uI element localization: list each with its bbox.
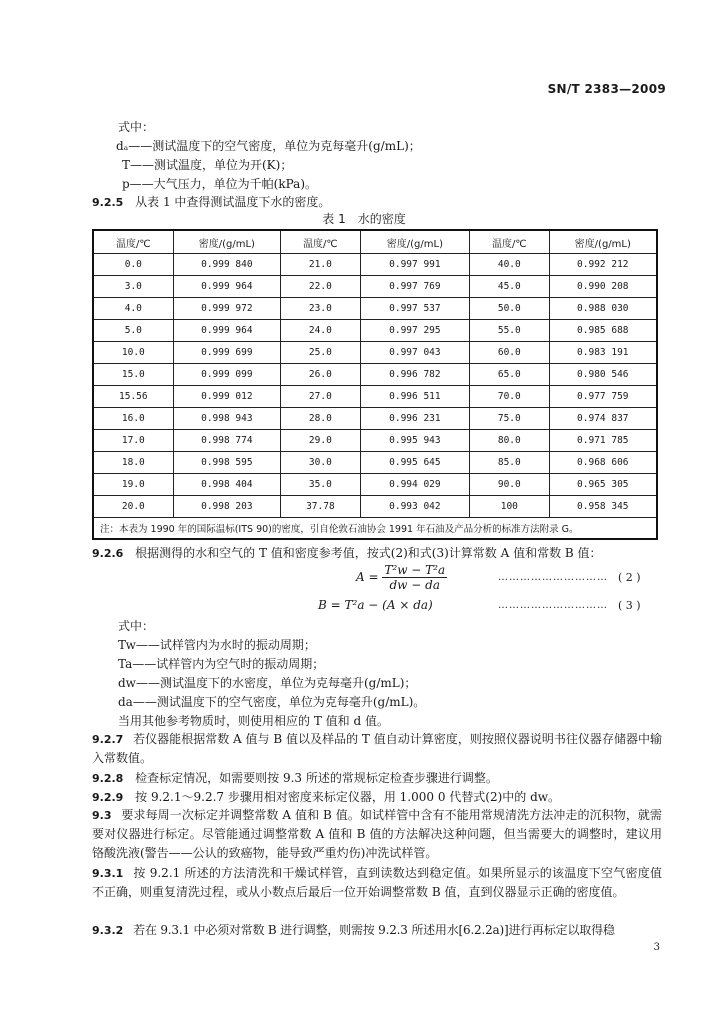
water-density-table — [92, 229, 658, 540]
table-cell: 0.998 943 — [173, 408, 280, 430]
table-row — [93, 254, 657, 276]
table-row — [93, 386, 657, 408]
table-cell: 0.999 012 — [173, 386, 280, 408]
table-cell: 50.0 — [470, 298, 550, 320]
equation-lhs: B = — [318, 598, 341, 612]
table-cell: 0.999 840 — [173, 254, 280, 276]
table-cell: 19.0 — [93, 474, 173, 496]
table-cell: 80.0 — [470, 430, 550, 452]
table-title: 表 1 水的密度 — [322, 212, 406, 226]
table-cell: 0.980 546 — [549, 364, 657, 386]
equation-label: ( 3 ) — [618, 599, 641, 612]
equation-3 — [318, 598, 433, 612]
clause-text: 按 9.2.1 所述的方法清洗和干燥试样管，直到读数达到稳定值。如果所显示的该温度下空气密度值不正确，则重复清洗过程，或从小数点后最后一位开始调整常数 B 值，直到仪器显示正确的密度值。 — [92, 866, 662, 899]
table-cell: 15.0 — [93, 364, 173, 386]
table-cell: 37.78 — [281, 496, 361, 518]
table-cell: 3.0 — [93, 276, 173, 298]
table-cell: 0.968 606 — [549, 452, 657, 474]
table-row — [93, 276, 657, 298]
table-cell: 0.997 769 — [360, 276, 469, 298]
column-header: 密度/(g/mL) — [173, 230, 280, 254]
equation-lhs: A = — [356, 570, 379, 584]
table-cell: 0.999 099 — [173, 364, 280, 386]
column-header: 密度/(g/mL) — [549, 230, 657, 254]
table-note-row — [93, 518, 657, 540]
table-cell: 0.983 191 — [549, 342, 657, 364]
table-cell: 100 — [470, 496, 550, 518]
table-row — [93, 320, 657, 342]
table-cell: 5.0 — [93, 320, 173, 342]
table-cell: 10.0 — [93, 342, 173, 364]
table-cell: 0.996 511 — [360, 386, 469, 408]
table-cell: 24.0 — [281, 320, 361, 342]
table-cell: 45.0 — [470, 276, 550, 298]
table-cell: 0.997 991 — [360, 254, 469, 276]
table-cell: 0.997 043 — [360, 342, 469, 364]
clause-number: 9.2.7 — [92, 733, 124, 746]
table-row — [93, 496, 657, 518]
table-cell: 0.997 537 — [360, 298, 469, 320]
table-row — [93, 430, 657, 452]
table-cell: 0.977 759 — [549, 386, 657, 408]
table-cell: 75.0 — [470, 408, 550, 430]
clause-text: 按 9.2.1～9.2.7 步骤用相对密度来标定仪器，用 1.000 0 代替式(2)中的 dw。 — [135, 790, 561, 804]
table-cell: 20.0 — [93, 496, 173, 518]
table-cell: 0.998 774 — [173, 430, 280, 452]
equation-numerator: T²w − T²a — [384, 563, 446, 577]
table-cell: 0.999 964 — [173, 320, 280, 342]
table-cell: 85.0 — [470, 452, 550, 474]
clause-9-2-8 — [92, 769, 498, 788]
equation-label: ( 2 ) — [618, 571, 641, 584]
clause-9-2-9 — [92, 788, 560, 807]
equation-leader-dots: ………………………… — [498, 600, 608, 611]
definition-item: Tw——试样管内为水时的振动周期； — [118, 638, 316, 652]
column-header: 温度/℃ — [281, 230, 361, 254]
column-header: 温度/℃ — [93, 230, 173, 254]
table-cell: 0.997 295 — [360, 320, 469, 342]
definition-item: dw——测试温度下的水密度，单位为克每毫升(g/mL)； — [118, 676, 417, 690]
clause-number: 9.2.9 — [92, 791, 124, 804]
clause-number: 9.2.8 — [92, 772, 124, 785]
equation-fraction — [382, 563, 447, 592]
clause-9-3-2 — [92, 921, 615, 940]
clause-number: 9.3.1 — [92, 867, 124, 880]
table-cell: 26.0 — [281, 364, 361, 386]
definitions-intro: 式中： — [118, 619, 155, 633]
table-row — [93, 364, 657, 386]
table-cell: 17.0 — [93, 430, 173, 452]
table-cell: 4.0 — [93, 298, 173, 320]
table-cell: 60.0 — [470, 342, 550, 364]
table-cell: 28.0 — [281, 408, 361, 430]
table-cell: 0.998 203 — [173, 496, 280, 518]
table-cell: 0.999 972 — [173, 298, 280, 320]
table-cell: 0.995 943 — [360, 430, 469, 452]
definition-item: da——测试温度下的空气密度，单位为克每毫升(g/mL)。 — [118, 695, 426, 709]
column-header: 密度/(g/mL) — [360, 230, 469, 254]
table-header-row — [93, 230, 657, 254]
table-cell: 22.0 — [281, 276, 361, 298]
table-cell: 0.993 042 — [360, 496, 469, 518]
table-cell: 0.996 782 — [360, 364, 469, 386]
table-cell: 0.998 595 — [173, 452, 280, 474]
table-cell: 0.992 212 — [549, 254, 657, 276]
table-cell: 0.994 029 — [360, 474, 469, 496]
definitions-intro: 式中： — [118, 120, 155, 134]
table-cell: 16.0 — [93, 408, 173, 430]
clause-text: 检查标定情况，如需要则按 9.3 所述的常规标定检查步骤进行调整。 — [135, 771, 498, 785]
table-cell: 0.965 305 — [549, 474, 657, 496]
table-cell: 0.971 785 — [549, 430, 657, 452]
clause-text: 若仪器能根据常数 A 值与 B 值以及样品的 T 值自动计算密度，则按照仪器说明书往仪器存储器中输入常数值。 — [92, 732, 662, 765]
table-cell: 27.0 — [281, 386, 361, 408]
table-cell: 0.974 837 — [549, 408, 657, 430]
clause-number: 9.3 — [92, 809, 112, 822]
table-cell: 55.0 — [470, 320, 550, 342]
table-cell: 35.0 — [281, 474, 361, 496]
table-cell: 23.0 — [281, 298, 361, 320]
definitions-closing: 当用其他参考物质时，则使用相应的 T 值和 d 值。 — [118, 714, 389, 728]
clause-text: 根据测得的水和空气的 T 值和密度参考值，按式(2)和式(3)计算常数 A 值和常数 B 值： — [135, 546, 602, 560]
column-header: 温度/℃ — [470, 230, 550, 254]
table-cell: 65.0 — [470, 364, 550, 386]
definition-item: dₐ——测试温度下的空气密度，单位为克每毫升(g/mL)； — [116, 139, 421, 153]
equation-rhs: T²a − (A × da) — [344, 598, 433, 612]
table-cell: 70.0 — [470, 386, 550, 408]
table-cell: 0.958 345 — [549, 496, 657, 518]
table-cell: 0.990 208 — [549, 276, 657, 298]
clause-text: 要求每周一次标定并调整常数 A 值和 B 值。如试样管中含有不能用常规清洗方法冲走的沉积物，就需要对仪器进行标定。尽管能通过调整常数 A 值和 B 值的方法解决这种问题，但当需要大的调整时，建议用铬酸洗液(警告——公认的致癌物，能导致严重灼伤)冲洗试样管。 — [92, 808, 662, 860]
table-cell: 18.0 — [93, 452, 173, 474]
equation-denominator: dw − da — [389, 578, 440, 592]
table-cell: 0.996 231 — [360, 408, 469, 430]
clause-9-3 — [92, 806, 662, 863]
clause-text: 从表 1 中查得测试温度下水的密度。 — [135, 195, 331, 209]
clause-number: 9.3.2 — [92, 924, 124, 937]
table-row — [93, 474, 657, 496]
clause-9-3-1 — [92, 864, 662, 902]
definition-item: Ta——试样管内为空气时的振动周期； — [118, 657, 325, 671]
table-cell: 0.999 699 — [173, 342, 280, 364]
clause-number: 9.2.5 — [92, 196, 124, 209]
equation-leader-dots: ………………………… — [498, 572, 608, 583]
table-cell: 0.988 030 — [549, 298, 657, 320]
clause-text: 若在 9.3.1 中必须对常数 B 进行调整，则需按 9.2.3 所述用水[6.2.2a)]进行再标定以取得稳 — [133, 923, 615, 937]
table-row — [93, 452, 657, 474]
standard-code: SN/T 2383—2009 — [547, 82, 666, 96]
definition-item: T——测试温度，单位为开(K)； — [122, 158, 293, 172]
table-cell: 15.56 — [93, 386, 173, 408]
definition-item: p——大气压力，单位为千帕(kPa)。 — [122, 177, 318, 191]
table-cell: 40.0 — [470, 254, 550, 276]
table-cell: 0.985 688 — [549, 320, 657, 342]
table-row — [93, 342, 657, 364]
table-cell: 25.0 — [281, 342, 361, 364]
table-cell: 21.0 — [281, 254, 361, 276]
table-cell: 90.0 — [470, 474, 550, 496]
clause-9-2-6 — [92, 544, 602, 563]
table-cell: 0.0 — [93, 254, 173, 276]
table-row — [93, 408, 657, 430]
table-cell: 0.995 645 — [360, 452, 469, 474]
equation-2 — [356, 563, 447, 592]
clause-number: 9.2.6 — [92, 547, 124, 560]
table-row — [93, 298, 657, 320]
table-cell: 30.0 — [281, 452, 361, 474]
page-number: 3 — [653, 942, 660, 953]
table-note: 注：本表为 1990 年的国际温标(ITS 90)的密度，引自伦敦石油协会 1991 年石油及产品分析的标准方法附录 G。 — [93, 518, 657, 540]
table-cell: 29.0 — [281, 430, 361, 452]
table-cell: 0.999 964 — [173, 276, 280, 298]
table-cell: 0.998 404 — [173, 474, 280, 496]
clause-9-2-7 — [92, 730, 662, 768]
